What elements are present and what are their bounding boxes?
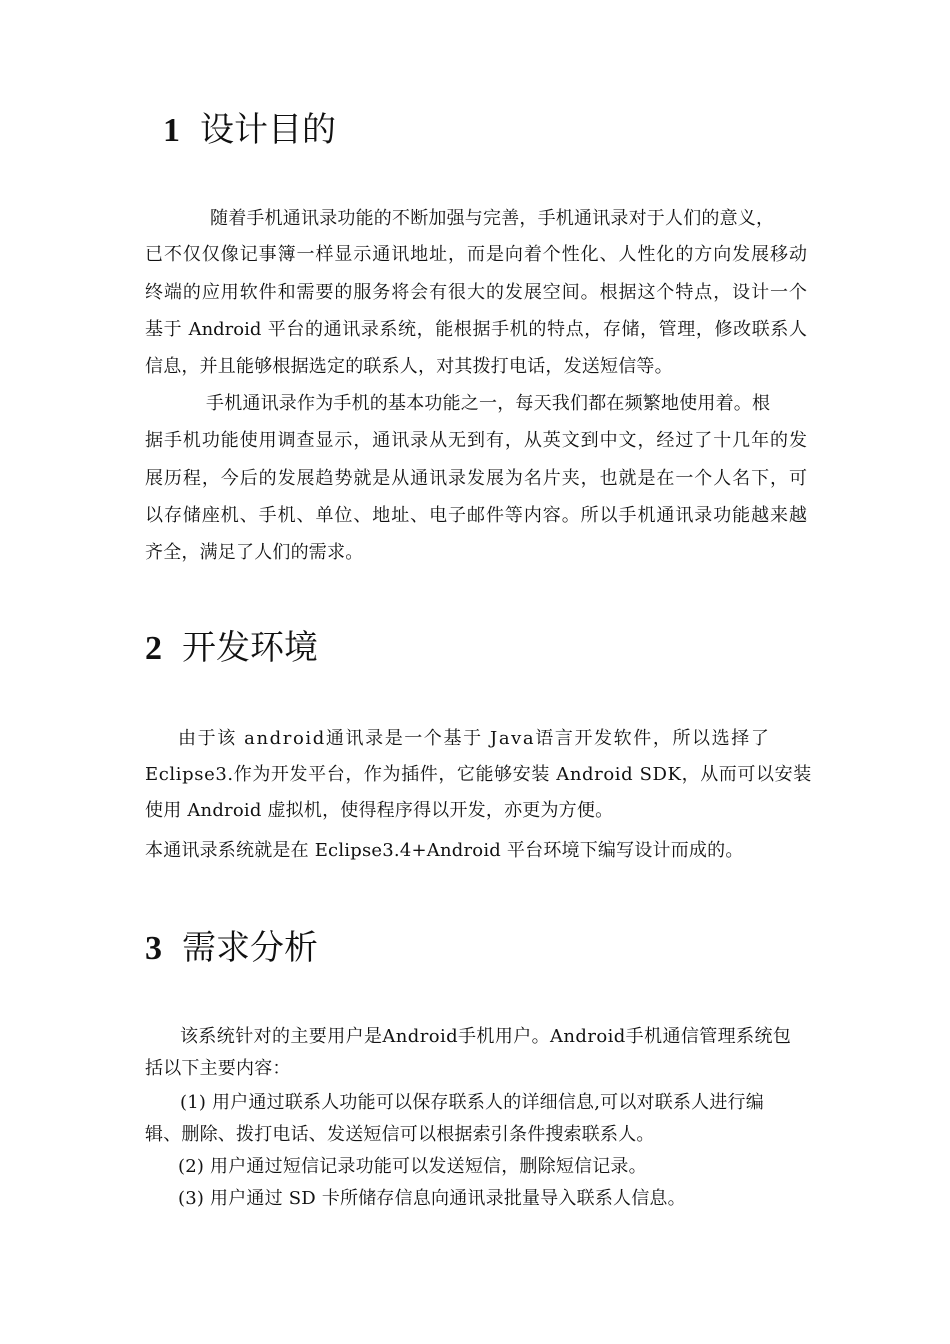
s3-list-item-1-line-2: 辑、删除、拨打电话、发送短信可以根据索引条件搜索联系人。 <box>145 1124 655 1145</box>
s1-p2-line-2: 据手机功能使用调查显示，通讯录从无到有，从英文到中文，经过了十几年的发 <box>145 430 807 451</box>
s1-p1-line-2: 已不仅仅像记事簿一样显示通讯地址，而是向着个性化、人性化的方向发展移动 <box>145 244 807 265</box>
s2-p1-line-4: 本通讯录系统就是在 Eclipse3.4+Android 平台环境下编写设计而成的。 <box>145 840 744 861</box>
s1-p2-line-4: 以存储座机、手机、单位、地址、电子邮件等内容。所以手机通讯录功能越来越 <box>145 505 807 526</box>
s1-p1-line-1: 随着手机通讯录功能的不断加强与完善，手机通讯录对于人们的意义， <box>210 208 775 229</box>
s3-list-item-2: (2) 用户通过短信记录功能可以发送短信，删除短信记录。 <box>178 1156 647 1177</box>
s3-list-item-1-line-1: (1) 用户通过联系人功能可以保存联系人的详细信息,可以对联系人进行编 <box>180 1092 764 1113</box>
section-2-title: 开发环境 <box>182 628 318 668</box>
s1-p2-line-3: 展历程，今后的发展趋势就是从通讯录发展为名片夹，也就是在一个人名下，可 <box>145 468 807 489</box>
s1-p1-line-5: 信息，并且能够根据选定的联系人，对其拨打电话，发送短信等。 <box>145 356 673 377</box>
s3-p1-line-2: 括以下主要内容： <box>145 1058 291 1079</box>
section-1-number: 1 <box>163 112 180 149</box>
s1-p1-line-4: 基于 Android 平台的通讯录系统，能根据手机的特点，存储，管理，修改联系人 <box>145 319 807 340</box>
section-1-heading <box>163 110 336 151</box>
s2-p1-line-1: 由于该 android通讯录是一个基于 Java语言开发软件，所以选择了 <box>178 728 771 749</box>
section-3-heading <box>145 928 318 969</box>
s2-p1-line-2: Eclipse3.作为开发平台，作为插件，它能够安装 Android SDK，从而可以安装 <box>145 764 812 785</box>
s1-p1-line-3: 终端的应用软件和需要的服务将会有很大的发展空间。根据这个特点，设计一个 <box>145 282 807 303</box>
s1-p2-line-5: 齐全，满足了人们的需求。 <box>145 542 364 563</box>
section-2-heading <box>145 628 318 669</box>
section-3-title: 需求分析 <box>182 928 318 968</box>
s2-p1-line-3: 使用 Android 虚拟机，使得程序得以开发，亦更为方便。 <box>145 800 614 821</box>
section-1-title: 设计目的 <box>200 110 336 150</box>
section-3-number: 3 <box>145 930 162 967</box>
section-2-number: 2 <box>145 630 162 667</box>
s3-list-item-3: (3) 用户通过 SD 卡所储存信息向通讯录批量导入联系人信息。 <box>178 1188 686 1209</box>
s3-p1-line-1: 该系统针对的主要用户是Android手机用户。Android手机通信管理系统包 <box>180 1026 792 1047</box>
s1-p2-line-1: 手机通讯录作为手机的基本功能之一，每天我们都在频繁地使用着。根 <box>206 393 771 414</box>
